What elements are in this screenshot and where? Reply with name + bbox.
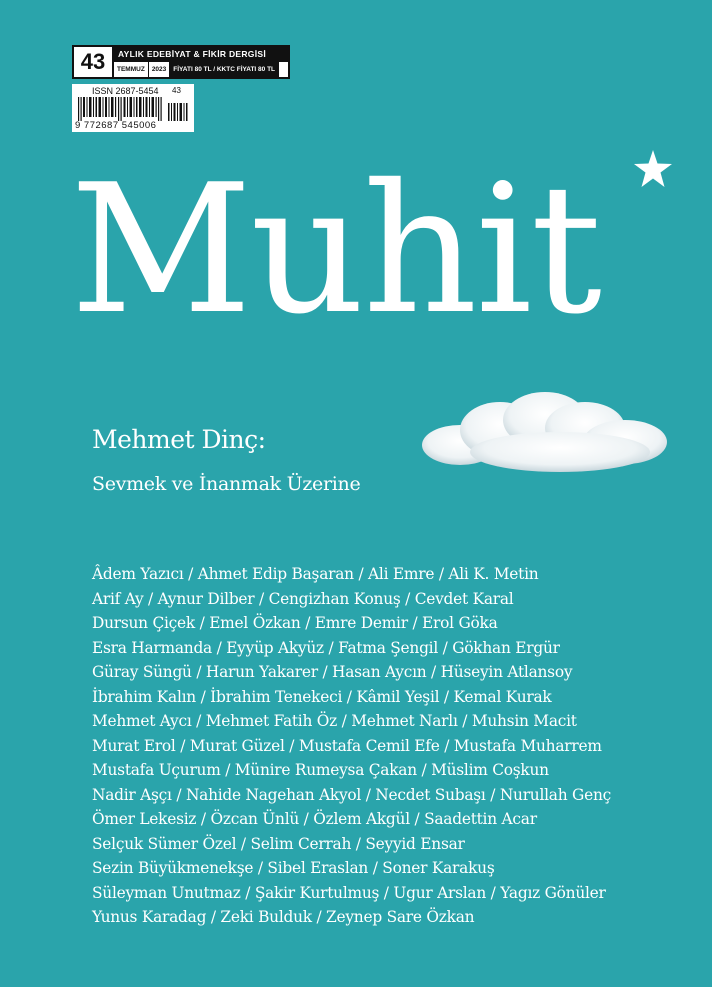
contributor-line: Yunus Karadag / Zeki Bulduk / Zeynep Sare Özkan xyxy=(92,908,475,926)
cloud-image xyxy=(420,390,675,480)
contributor-line: Dursun Çiçek / Emel Özkan / Emre Demir / Erol Göka xyxy=(92,614,498,632)
magazine-logo: Muhit xyxy=(70,146,600,353)
contributor-line: Sezin Büyükmenekşe / Sibel Eraslan / Soner Karakuş xyxy=(92,859,495,877)
issue-header xyxy=(72,45,290,79)
feature-author: Mehmet Dinç: xyxy=(92,425,266,454)
contributor-line: Süleyman Unutmaz / Şakir Kurtulmuş / Ugur Arslan / Yagız Gönüler xyxy=(92,883,606,902)
feature-title: Sevmek ve İnanmak Üzerine xyxy=(92,473,361,495)
barcode xyxy=(72,84,194,132)
contributor-line: Esra Harmanda / Eyyüp Akyüz / Fatma Şengil / Gökhan Ergür xyxy=(92,638,560,657)
contributor-line: Selçuk Sümer Özel / Selim Cerrah / Seyyid Ensar xyxy=(92,834,465,853)
contributor-line: Nadir Aşçı / Nahide Nagehan Akyol / Necdet Subaşı / Nurullah Genç xyxy=(92,785,611,804)
barcode-bars xyxy=(76,97,190,121)
issue-month: TEMMUZ xyxy=(117,66,145,73)
contributor-line: Ömer Lekesiz / Özcan Ünlü / Özlem Akgül / Saadettin Acar xyxy=(92,810,537,828)
contributor-line: Arif Ay / Aynur Dilber / Cengizhan Konuş / Cevdet Karal xyxy=(92,589,514,608)
issue-year: 2023 xyxy=(151,66,167,73)
barcode-addon: 43 xyxy=(172,86,181,95)
issn-label: ISSN 2687-5454 xyxy=(92,86,159,96)
issue-date-price xyxy=(114,62,288,77)
price-label: FİYATI 80 TL / KKTC FİYATI 80 TL xyxy=(169,62,279,77)
barcode-number: 9 772687 545006 xyxy=(75,120,157,131)
contributor-line: Murat Erol / Murat Güzel / Mustafa Cemil Efe / Mustafa Muharrem xyxy=(92,736,602,755)
issue-number: 43 xyxy=(74,47,114,77)
star-icon xyxy=(632,148,674,190)
contributors-list xyxy=(92,562,692,930)
contributor-line: İbrahim Kalın / İbrahim Tenekeci / Kâmil Yeşil / Kemal Kurak xyxy=(92,687,552,706)
contributor-line: Mustafa Uçurum / Münire Rumeysa Çakan / Müslim Coşkun xyxy=(92,761,549,779)
contributor-line: Mehmet Aycı / Mehmet Fatih Öz / Mehmet Narlı / Muhsin Macit xyxy=(92,712,577,730)
contributor-line: Âdem Yazıcı / Ahmet Edip Başaran / Ali Emre / Ali K. Metin xyxy=(92,565,539,583)
magazine-type: AYLIK EDEBİYAT & FİKİR DERGİSİ xyxy=(114,47,288,62)
contributor-line: Güray Süngü / Harun Yakarer / Hasan Aycın / Hüseyin Atlansoy xyxy=(92,663,573,681)
